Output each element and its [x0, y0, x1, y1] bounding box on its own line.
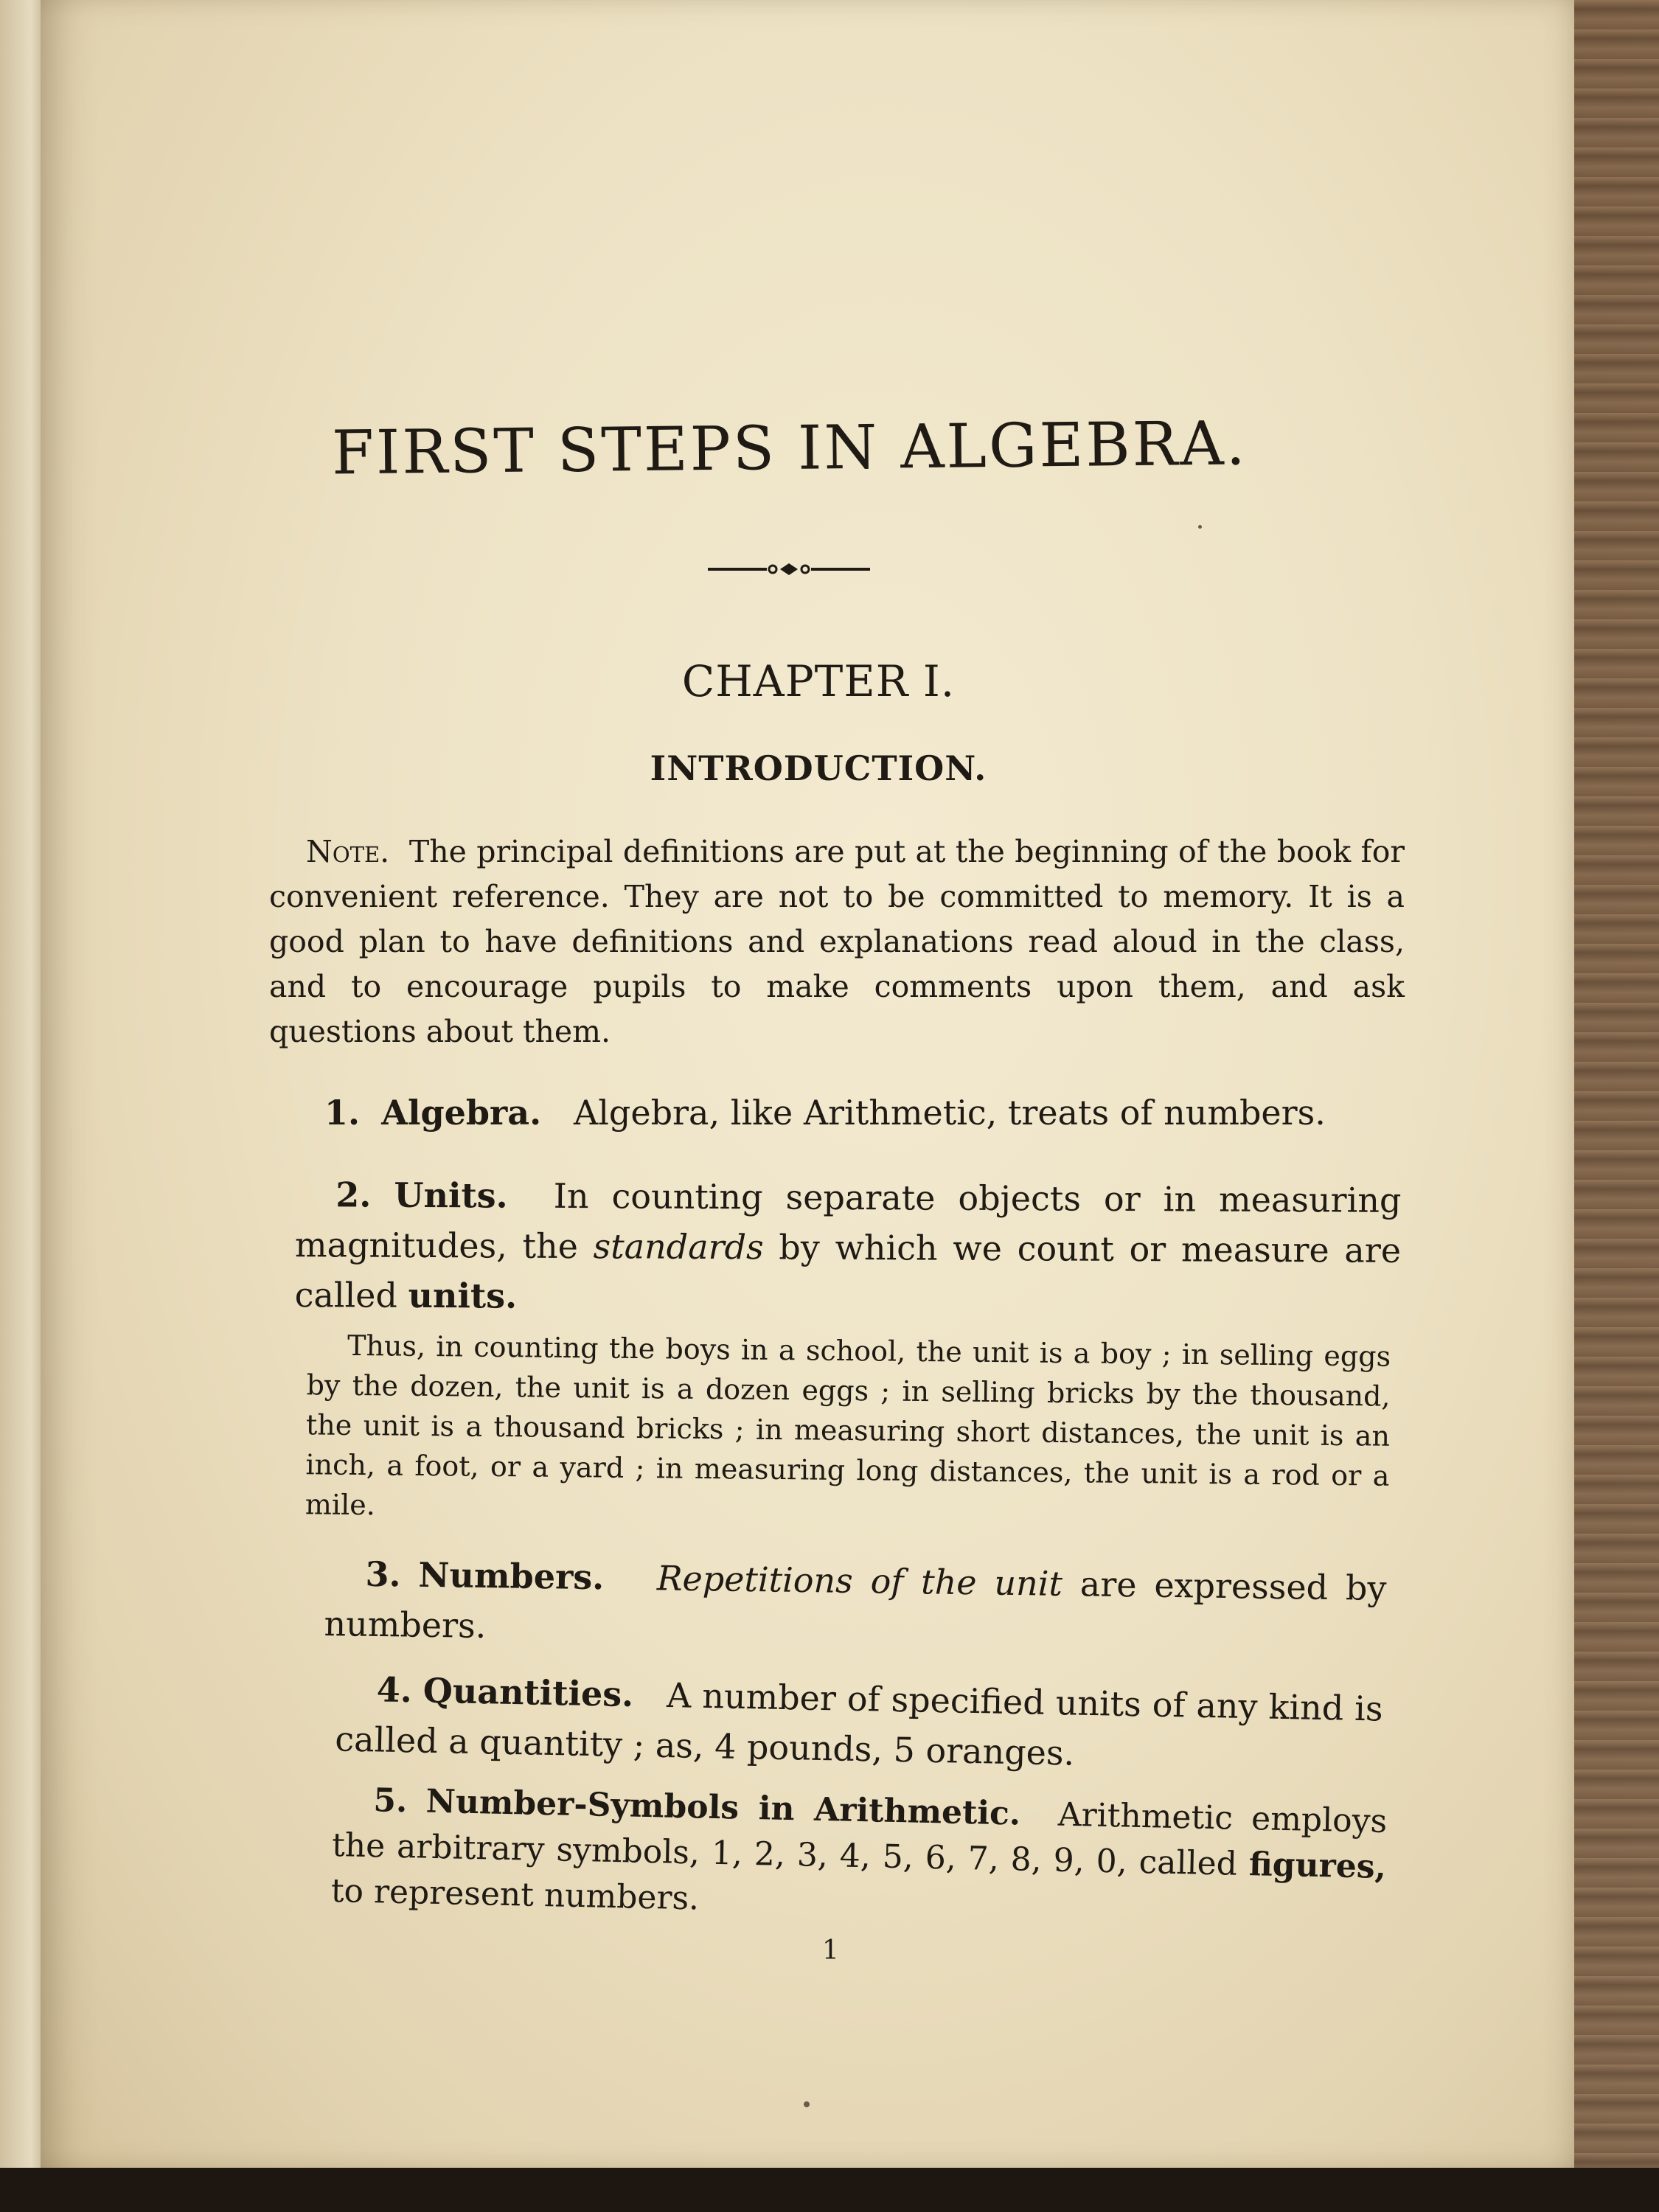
section-bold-end: units.: [408, 1275, 518, 1316]
section-number: 5.: [372, 1781, 408, 1820]
section-heading: Numbers.: [418, 1554, 605, 1598]
section-2: [294, 1169, 1401, 1326]
section-1: [324, 1088, 1401, 1138]
note-text: The principal definitions are put at the beginning of the book for convenient reference. They are not to be committed to memory. It is a good plan to have definitions and explanations read aloud in the class, and to encourage pupils to make comments upon them, and ask questions about them.: [269, 834, 1405, 1049]
section-heading: Units.: [394, 1175, 508, 1216]
section-emphasis: standards: [593, 1226, 764, 1267]
page-text: [41, 0, 1574, 2168]
page-number: 1: [822, 1935, 839, 1966]
book-page: [41, 0, 1574, 2172]
section-text: In counting separate objects or in measuring magnitudes, the: [294, 1175, 1402, 1267]
section-text: A number of specified units of any kind is called a quantity ; as, 4 pounds, 5 oranges.: [334, 1674, 1384, 1773]
section-number: 3.: [365, 1554, 401, 1595]
note-label: Note.: [306, 834, 390, 869]
example-text: Thus, in counting the boys in a school, the unit is a boy ; in selling eggs by the dozen, the unit is a dozen eggs ; in selling bricks by the thousand, the unit is a thousand bricks ; in measuring short distances, the unit is an inch, a foot, or a yard ; in measuring long distances, the unit is a rod or a mile.: [305, 1329, 1391, 1522]
section-5: [330, 1777, 1388, 1936]
ornament-divider: [708, 554, 870, 584]
section-heading: Number-Symbols in Arithmetic.: [425, 1782, 1021, 1833]
section-number: 4.: [376, 1669, 413, 1711]
section-heading: INTRODUCTION.: [650, 748, 987, 788]
paper-speck: [1198, 525, 1202, 529]
section-3: [324, 1548, 1387, 1663]
section-text: Arithmetic employs the arbitrary symbols, 1, 2, 3, 4, 5, 6, 7, 8, 9, 0, called: [331, 1795, 1388, 1883]
note-paragraph: [269, 830, 1405, 1054]
section-text-after: to represent numbers.: [330, 1872, 700, 1918]
paper-speck: [804, 2101, 810, 2107]
section-bold-word: figures,: [1248, 1846, 1387, 1886]
section-number: 1.: [324, 1093, 361, 1133]
example-paragraph: [305, 1325, 1391, 1535]
section-heading: Algebra.: [381, 1093, 542, 1133]
page-bottom-shadow: [0, 2168, 1659, 2212]
section-number: 2.: [335, 1175, 372, 1215]
section-text-after: are expressed by numbers.: [324, 1564, 1387, 1646]
section-emphasis: Repetitions of the unit: [656, 1558, 1063, 1604]
book-title: FIRST STEPS IN ALGEBRA.: [331, 408, 1248, 489]
section-4: [335, 1663, 1383, 1784]
section-heading: Quantities.: [422, 1670, 634, 1715]
chapter-heading: CHAPTER I.: [681, 656, 956, 706]
section-text-after: by which we count or measure are called: [294, 1227, 1402, 1315]
section-text: Algebra, like Arithmetic, treats of numbers.: [573, 1093, 1326, 1133]
